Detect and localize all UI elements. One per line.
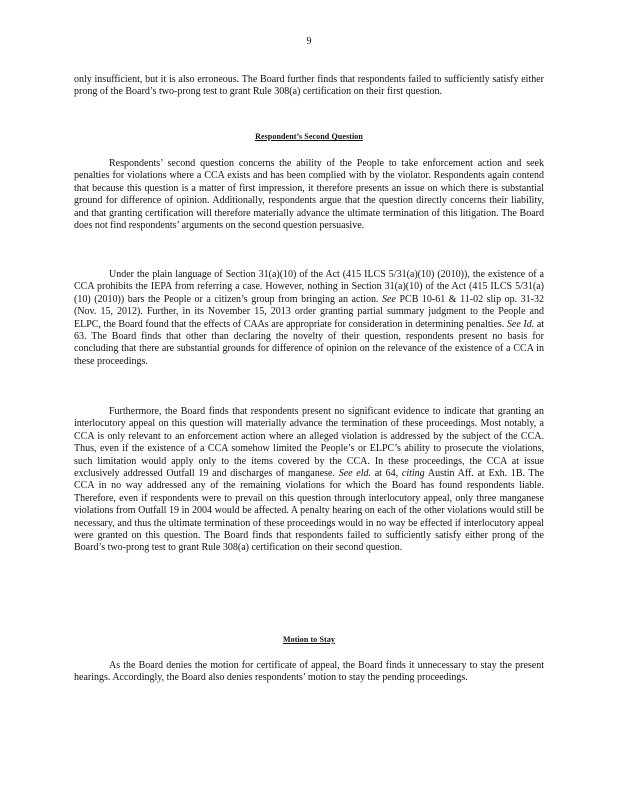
citation-citing: citing	[401, 468, 425, 480]
paragraph-plain-language-text	[74, 269, 544, 368]
furthermore-text-c: Austin Aff. at Exh. 1B. The CCA in no way addressed any of the remaining violations for which the Board has found respondents liable. Therefore, even if respondents were to prevail on this question through interlocutory appeal, only three manganese violations from Outfall 19 in 2004 would be affected. A penalty hearing on each of the other violations would still be necessary, and thus the ultimate termination of these proceedings would in no way be effected if interlocutory appeal were granted on this question. The Board finds that respondents failed to sufficiently satisfy either prong of the Board’s two-prong test to grant Rule 308(a) certification on their second question.	[74, 468, 545, 554]
furthermore-text-a: Furthermore, the Board finds that respondents present no significant evidence to indicate that granting an interlocutory appeal on this question will materially advance the termination of these proceedings. Most notably, a CCA is only relevant to an enforcement action where an alleged violation is addressed by the subject of the CCA. Thus, even if the existence of a CCA somehow limited the People’s or ELPC’s ability to prosecute the violations, such limitation would apply only to the items covered by the CCA. In these proceedings, the CCA at issue exclusively addressed Outfall 19 and discharges of manganese.	[74, 406, 544, 480]
paragraph-plain-language	[74, 269, 544, 368]
paragraph-second-question-text: Respondents’ second question concerns the ability of the People to take enforcement action and seek penalties for violations where a CCA exists and has been complied with by the violator. Respondents again contend that because this question is a matter of first impression, it therefore presents an issue on which there is substantial ground for difference of opinion. Additionally, respondents argue that the question directly concerns their liability, and that granting certification will therefore materially advance the ultimate termination of this litigation. The Board does not find respondents’ arguments on the second question persuasive.	[74, 158, 544, 232]
citation-see: See	[382, 293, 396, 305]
citation-see-eld: See eld.	[338, 468, 372, 480]
intro-paragraph	[74, 74, 544, 99]
citation-see-id: See Id.	[506, 318, 535, 330]
intro-text: only insufficient, but it is also erroneous. The Board further finds that respondents failed to sufficiently satisfy either prong of the Board’s two-prong test to grant Rule 308(a) certification on their first question.	[74, 74, 544, 98]
page-number: 9	[306, 36, 312, 47]
plain-language-text-c: at 63. The Board finds that other than declaring the novelty of their question, respondents present no basis for concluding that there are substantial grounds for difference of opinion on the relevance of the existence of a CCA in these proceedings.	[74, 318, 545, 367]
paragraph-furthermore-text	[74, 406, 544, 555]
plain-language-text-b: PCB 10-61 & 11-02 slip op. 31-32 (Nov. 15, 2012). Further, in its November 15, 2013 order granting partial summary judgment to the People and ELPC, the Board found that the effects of CAAs are appropriate for consideration in determining penalties.	[74, 293, 545, 330]
paragraph-motion-to-stay	[74, 660, 544, 685]
paragraph-second-question	[74, 158, 544, 232]
plain-language-text-a: Under the plain language of Section 31(a)(10) of the Act (415 ILCS 5/31(a)(10) (2010)), the existence of a CCA prohibits the IEPA from referring a case. However, nothing in Section 31(a)(10) of the Act (415 ILCS 5/31(a)(10) (2010)) bars the People or a citizen’s group from bringing an action.	[74, 269, 544, 305]
paragraph-motion-to-stay-text: As the Board denies the motion for certificate of appeal, the Board finds it unnecessary to stay the present hearings. Accordingly, the Board also denies respondents’ motion to stay the pending proceedings.	[74, 660, 544, 684]
heading-motion-to-stay: Motion to Stay	[282, 635, 336, 644]
paragraph-furthermore	[74, 406, 544, 555]
heading-second-question: Respondent’s Second Question	[255, 132, 363, 141]
furthermore-text-b: at 64,	[374, 468, 399, 480]
